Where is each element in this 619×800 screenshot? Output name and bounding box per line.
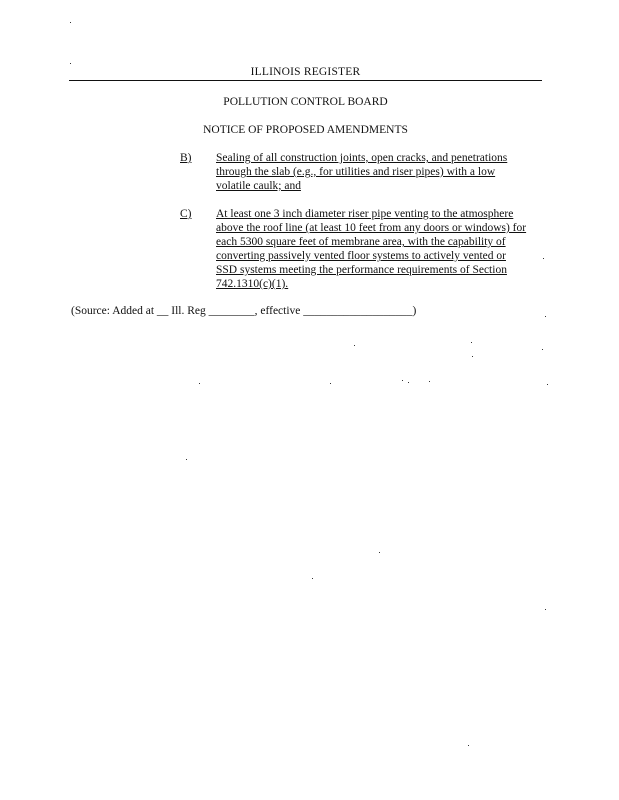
scan-speck (545, 316, 546, 317)
scan-speck (471, 342, 472, 343)
scan-speck (330, 383, 331, 384)
item-c-line: 742.1310(c)(1). (216, 278, 289, 290)
scan-speck (186, 459, 187, 460)
header-rule (69, 80, 542, 81)
item-b-line: through the slab (e.g., for utilities and riser pipes) with a low (216, 166, 496, 178)
item-b-line: volatile caulk; and (216, 180, 301, 192)
scan-speck (545, 609, 546, 610)
scan-speck (70, 22, 71, 23)
item-c-line: SSD systems meeting the performance requirements of Section (216, 264, 507, 276)
scan-speck (354, 345, 355, 346)
board-title: POLLUTION CONTROL BOARD (223, 96, 388, 108)
scan-speck (547, 384, 548, 385)
scan-speck (379, 552, 380, 553)
scan-speck (402, 380, 403, 381)
item-c-line: converting passively vented floor systems to actively vented or (216, 250, 506, 262)
source-note: (Source: Added at __ Ill. Reg ________, effective ___________________) (71, 305, 417, 317)
item-c-line: each 5300 square feet of membrane area, with the capability of (216, 236, 506, 248)
scan-speck (543, 258, 544, 259)
item-c-line: At least one 3 inch diameter riser pipe venting to the atmosphere (216, 208, 514, 220)
item-c-line: above the roof line (at least 10 feet from any doors or windows) for (216, 222, 527, 234)
scan-speck (472, 356, 473, 357)
scan-speck (70, 63, 71, 64)
notice-title: NOTICE OF PROPOSED AMENDMENTS (203, 124, 408, 136)
item-b-label: B) (180, 152, 192, 164)
scan-speck (312, 578, 313, 579)
item-b-line: Sealing of all construction joints, open cracks, and penetrations (216, 152, 508, 164)
scan-speck (199, 383, 200, 384)
register-title: ILLINOIS REGISTER (250, 66, 361, 78)
scan-speck (408, 382, 409, 383)
item-c-label: C) (180, 208, 192, 220)
scan-speck (429, 381, 430, 382)
scan-speck (468, 745, 469, 746)
scan-speck (542, 349, 543, 350)
